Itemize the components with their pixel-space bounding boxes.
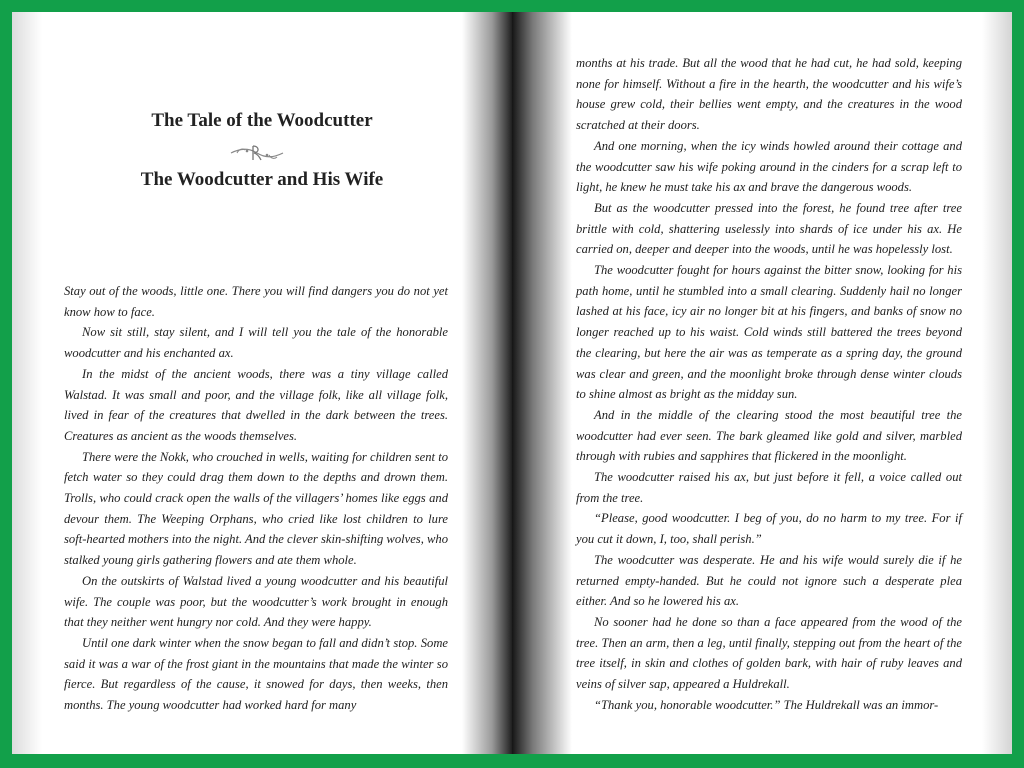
paragraph: “Please, good woodcutter. I beg of you, do no harm to my tree. For if you cut it down, I, too, shall perish.” xyxy=(576,511,962,547)
paragraph: months at his trade. But all the wood that he had cut, he had sold, keeping none for himself. Without a fire in the hearth, the woodcutter and his wife’s house grew cold, their bellies went empty, and the creatures in the wood scratched at their doors. xyxy=(576,56,962,133)
right-page-text xyxy=(576,53,962,716)
paragraph: Stay out of the woods, little one. There you will find dangers you do not yet know how to face. xyxy=(64,284,448,319)
left-page-text xyxy=(64,281,448,716)
paragraph: But as the woodcutter pressed into the forest, he found tree after tree brittle with cold, shattering uselessly into shards of ice under his ax. He carried on, deeper and deeper into the woods, until he was hopelessly lost. xyxy=(576,200,962,257)
paragraph: “Thank you, honorable woodcutter.” The Huldrekall was an immor- xyxy=(594,697,939,712)
open-book xyxy=(12,12,1012,754)
paragraph: Until one dark winter when the snow began to fall and didn’t stop. Some said it was a war of the frost giant in the mountains that made the winter so fierce. But regardless of the cause, it snowed for days, then weeks, then months. The young woodcutter had worked hard for many xyxy=(64,635,448,713)
left-page xyxy=(12,12,512,754)
gutter-shadow xyxy=(512,12,572,754)
paragraph: The woodcutter fought for hours against the bitter snow, looking for his path home, until he stumbled into a small clearing. Suddenly hail no longer lashed at his face, icy air no longer bit at his fingers, and banks of snow no longer reached up to his waist. Cold winds still battered the trees beyond the clearing, but here the air was as temperate as a spring day, the ground was clear and green, and the moonlight broke through dense winter clouds to shine almost as bright as the midday sun. xyxy=(576,263,962,402)
chapter-title: The Tale of the Woodcutter xyxy=(151,110,373,131)
right-page xyxy=(512,12,1012,754)
paragraph: The woodcutter raised his ax, but just before it fell, a voice called out from the tree. xyxy=(576,470,962,505)
chapter-subtitle: The Woodcutter and His Wife xyxy=(140,169,384,190)
paragraph: No sooner had he done so than a face appeared from the wood of the tree. Then an arm, then a leg, until finally, stepping out from the heart of the tree itself, in skin and clothes of golden bark, with hair of ruby leaves and veins of silver sap, appeared a Huldrekall. xyxy=(576,614,962,692)
paragraph: On the outskirts of Walstad lived a young woodcutter and his beautiful wife. The couple was poor, but the woodcutter’s work brought in enough that they neither went hungry nor cold. And they were happy. xyxy=(64,573,448,630)
paragraph: There were the Nokk, who crouched in wells, waiting for children sent to fetch water so they could drag them down to the depths and drown them. Trolls, who could crack open the walls of the villagers’ homes like eggs and devour them. The Weeping Orphans, who cried like lost children to lure soft-hearted mothers into the night. And the clever skin-shifting wolves, who stalked young girls gathering flowers and ate them whole. xyxy=(64,449,448,568)
paragraph: And one morning, when the icy winds howled around their cottage and the woodcutter saw his wife poking around in the cinders for a scrap left to light, he knew he must take his ax and brave the dangerous woods. xyxy=(576,138,962,195)
paragraph: And in the middle of the clearing stood the most beautiful tree the woodcutter had ever seen. The bark gleamed like gold and silver, marbled through with rubies and sapphires that flickered in the moonlight. xyxy=(576,407,962,464)
paragraph: In the midst of the ancient woods, there was a tiny village called Walstad. It was small and poor, and the village folk, like all village folk, lived in fear of the creatures that dwelled in the dark between the trees. Creatures as ancient as the woods themselves. xyxy=(64,366,448,443)
page-edge-shadow xyxy=(982,12,1012,754)
paragraph: The woodcutter was desperate. He and his wife would surely die if he returned empty-handed. But he could not ignore such a desperate plea either. And so he lowered his ax. xyxy=(576,552,962,609)
floral-flourish-icon xyxy=(227,142,287,164)
paragraph: Now sit still, stay silent, and I will tell you the tale of the honorable woodcutter and his enchanted ax. xyxy=(64,325,448,361)
